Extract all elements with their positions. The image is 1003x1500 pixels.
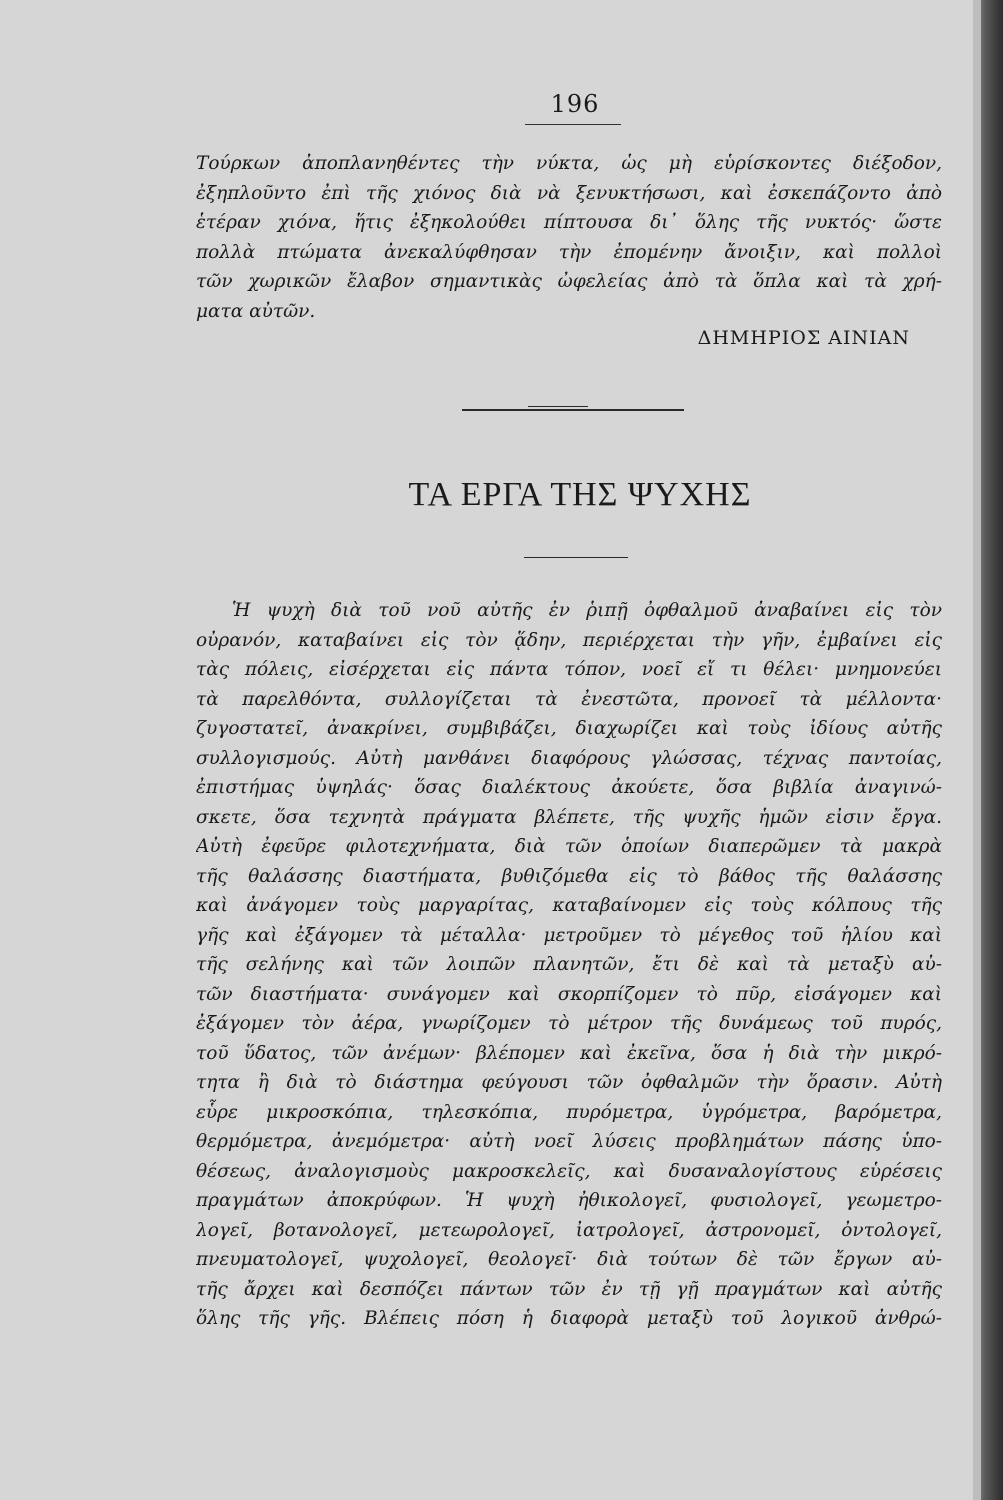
text-line: ἑτέραν χιόνα, ἥτις ἐξηκολούθει πίπτουσα δι᾿ ὅλης τῆς νυκτός· ὥστε <box>196 212 942 233</box>
text-line: τὰς πόλεις, εἰσέρχεται εἰς πάντα τόπον, νοεῖ εἴ τι θέλει· μνημονεύει <box>196 659 942 680</box>
text-line: ζυγοστατεῖ, ἀνακρίνει, συμβιβάζει, διαχωρίζει καὶ τοὺς ἰδίους αὐτῆς <box>196 718 942 739</box>
article-title: ΤΑ ΕΡΓΑ ΤΗΣ ΨΥΧΗΣ <box>408 476 752 513</box>
text-line: τῆς σελήνης καὶ τῶν λοιπῶν πλανητῶν, ἔτι δὲ καὶ τὰ μεταξὺ αὐ- <box>196 954 942 975</box>
text-line: τοῦ ὕδατος, τῶν ἀνέμων· βλέπομεν καὶ ἐκεῖνα, ὅσα ἡ διὰ τὴν μικρό- <box>196 1042 942 1064</box>
text-line: σκετε, ὅσα τεχνητὰ πράγματα βλέπετε, τῆς ψυχῆς ἡμῶν εἰσιν ἔργα. <box>196 806 942 828</box>
text-line: οὐρανόν, καταβαίνει εἰς τὸν ᾅδην, περιέρχεται τὴν γῆν, ἐμβαίνει εἰς <box>196 629 942 651</box>
text-line: λογεῖ, βοτανολογεῖ, μετεωρολογεῖ, ἰατρολογεῖ, ἀστρονομεῖ, ὀντολογεῖ, <box>196 1219 942 1241</box>
text-line: τῶν χωρικῶν ἔλαβον σημαντικὰς ὠφελείας ἀπὸ τὰ ὅπλα καὶ τὰ χρή- <box>196 271 942 292</box>
section-separator-accent <box>528 406 588 407</box>
previous-article-ending <box>196 149 942 326</box>
page-edge-highlight <box>973 0 981 1500</box>
author-signature: ΔΗΜΗΡΙΟΣ ΑΙΝΙΑΝ <box>697 327 910 349</box>
text-line: τῆς θαλάσσης διαστήματα, βυθιζόμεθα εἰς τὸ βάθος τῆς θαλάσσης <box>196 865 942 887</box>
text-line: εὗρε μικροσκόπια, τηλεσκόπια, πυρόμετρα, ὑγρόμετρα, βαρόμετρα, <box>196 1101 942 1123</box>
text-line: συλλογισμούς. Αὐτὴ μανθάνει διαφόρους γλώσσας, τέχνας παντοίας, <box>196 747 942 769</box>
text-line: Αὐτὴ ἐφεῦρε φιλοτεχνήματα, διὰ τῶν ὁποίων διαπερῶμεν τὰ μακρὰ <box>196 836 942 857</box>
article-body <box>196 596 942 1334</box>
text-line: τῶν διαστήματα· συνάγομεν καὶ σκορπίζομεν τὸ πῦρ, εἰσάγομεν καὶ <box>196 983 942 1005</box>
text-line: τητα ἢ διὰ τὸ διάστημα φεύγουσι τῶν ὀφθαλμῶν τὴν ὅρασιν. Αὐτὴ <box>196 1072 942 1093</box>
text-line: Ἡ ψυχὴ διὰ τοῦ νοῦ αὐτῆς ἐν ῥιπῇ ὀφθαλμοῦ ἀναβαίνει εἰς τὸν <box>232 600 942 621</box>
text-line: θερμόμετρα, ἀνεμόμετρα· αὐτὴ νοεῖ λύσεις προβλημάτων πάσης ὑπο- <box>196 1131 942 1152</box>
page-number-rule <box>525 124 621 125</box>
text-line: τὰ παρελθόντα, συλλογίζεται τὰ ἐνεστῶτα, προνοεῖ τὰ μέλλοντα· <box>196 688 942 710</box>
text-line: ἐξηπλοῦντο ἐπὶ τῆς χιόνος διὰ νὰ ξενυκτήσωσι, καὶ ἐσκεπάζοντο ἀπὸ <box>196 182 942 204</box>
section-separator <box>462 409 684 411</box>
text-line: πραγμάτων ἀποκρύφων. Ἡ ψυχὴ ἠθικολογεῖ, φυσιολογεῖ, γεωμετρο- <box>196 1190 942 1211</box>
title-underline <box>524 557 628 558</box>
text-line: ἐπιστήμας ὑψηλάς· ὅσας διαλέκτους ἀκούετε, ὅσα βιβλία ἀναγινώ- <box>196 777 942 798</box>
text-line: Τούρκων ἀποπλανηθέντες τὴν νύκτα, ὡς μὴ εὑρίσκοντες διέξοδον, <box>196 153 942 174</box>
page-number: 196 <box>550 90 600 118</box>
text-line: καὶ ἀνάγομεν τοὺς μαργαρίτας, καταβαίνομεν εἰς τοὺς κόλπους τῆς <box>196 895 942 916</box>
text-line: ὅλης τῆς γῆς. Βλέπεις πόση ἡ διαφορὰ μεταξὺ τοῦ λογικοῦ ἀνθρώ- <box>196 1308 942 1329</box>
text-line: θέσεως, ἀναλογισμοὺς μακροσκελεῖς, καὶ δυσαναλογίστους εὑρέσεις <box>196 1160 942 1182</box>
text-line: τῆς ἄρχει καὶ δεσπόζει πάντων τῶν ἐν τῇ γῇ πραγμάτων καὶ αὐτῆς <box>196 1278 942 1300</box>
text-line: πνευματολογεῖ, ψυχολογεῖ, θεολογεῖ· διὰ τούτων δὲ τῶν ἔργων αὐ- <box>196 1249 942 1270</box>
text-line: ἐξάγομεν τὸν ἀέρα, γνωρίζομεν τὸ μέτρον τῆς δυνάμεως τοῦ πυρός, <box>196 1013 942 1034</box>
text-line: πολλὰ πτώματα ἀνεκαλύφθησαν τὴν ἐπομένην ἄνοιξιν, καὶ πολλοὶ <box>196 241 942 263</box>
text-line: ματα αὐτῶν. <box>196 300 316 322</box>
text-line: γῆς καὶ ἐξάγομεν τὰ μέταλλα· μετροῦμεν τὸ μέγεθος τοῦ ἡλίου καὶ <box>196 924 942 946</box>
